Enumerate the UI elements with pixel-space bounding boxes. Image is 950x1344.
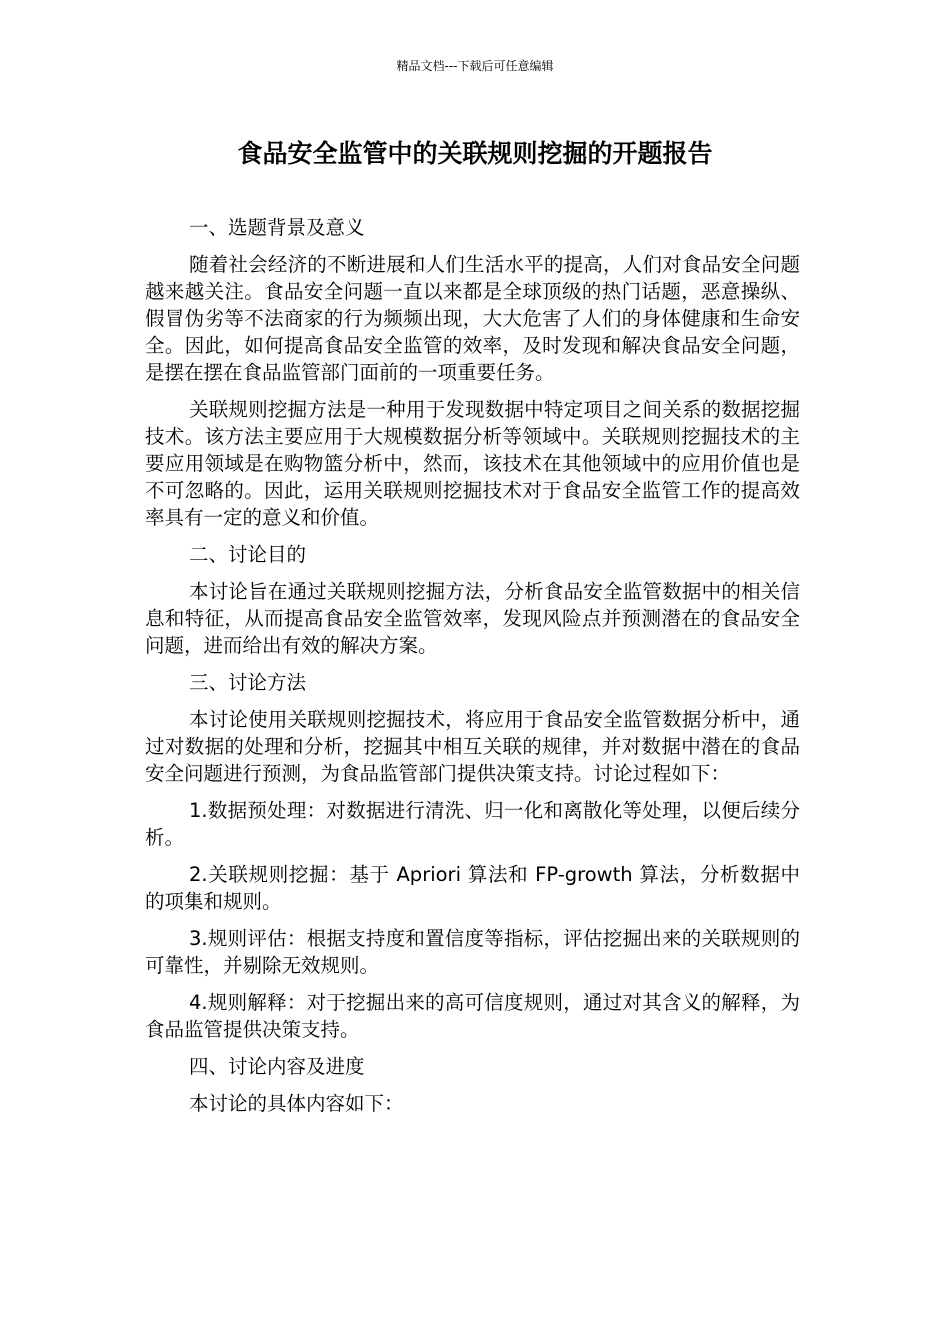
paragraph-content: 本讨论的具体内容如下：: [189, 1092, 404, 1115]
method-step-interpretation: 4.规则解释：对于挖掘出来的高可信度规则，通过对其含义的解释，为食品监管提供决策支持。: [145, 991, 800, 1041]
paragraph-method: 本讨论使用关联规则挖掘技术，将应用于食品安全监管数据分析中，通过对数据的处理和分析，挖掘其中相互关联的规律，并对数据中潜在的食品安全问题进行预测，为食品监管部门提供决策支持。讨论过程如下：: [145, 708, 800, 785]
section-heading-background: 一、选题背景及意义: [189, 216, 365, 239]
header-note: 精品文档---下载后可任意编辑: [396, 59, 554, 73]
method-step-evaluation: 3.规则评估：根据支持度和置信度等指标，评估挖掘出来的关联规则的可靠性，并剔除无效规则。: [145, 927, 800, 977]
paragraph-background-1: 随着社会经济的不断进展和人们生活水平的提高，人们对食品安全问题越来越关注。食品安全问题一直以来都是全球顶级的热门话题，恶意操纵、假冒伪劣等不法商家的行为频频出现，大大危害了人们的身体健康和生命安全。因此，如何提高食品安全监管的效率，及时发现和解决食品安全问题，是摆在摆在食品监管部门面前的一项重要任务。: [145, 253, 800, 384]
paragraph-purpose: 本讨论旨在通过关联规则挖掘方法，分析食品安全监管数据中的相关信息和特征，从而提高食品安全监管效率，发现风险点并预测潜在的食品安全问题，进而给出有效的解决方案。: [145, 580, 800, 657]
paragraph-background-2: 关联规则挖掘方法是一种用于发现数据中特定项目之间关系的数据挖掘技术。该方法主要应用于大规模数据分析等领域中。关联规则挖掘技术的主要应用领域是在购物篮分析中，然而，该技术在其他领域中的应用价值也是不可忽略的。因此，运用关联规则挖掘技术对于食品安全监管工作的提高效率具有一定的意义和价值。: [145, 398, 800, 529]
section-heading-purpose: 二、讨论目的: [189, 543, 307, 566]
section-heading-content: 四、讨论内容及进度: [189, 1055, 365, 1078]
method-step-mining: 2.关联规则挖掘：基于 Apriori 算法和 FP-growth 算法，分析数据中的项集和规则。: [145, 863, 800, 913]
section-heading-method: 三、讨论方法: [189, 671, 307, 694]
method-step-preprocessing: 1.数据预处理：对数据进行清洗、归一化和离散化等处理，以便后续分析。: [145, 799, 800, 849]
document-title: 食品安全监管中的关联规则挖掘的开题报告: [237, 139, 713, 168]
document-body: [145, 214, 800, 1127]
